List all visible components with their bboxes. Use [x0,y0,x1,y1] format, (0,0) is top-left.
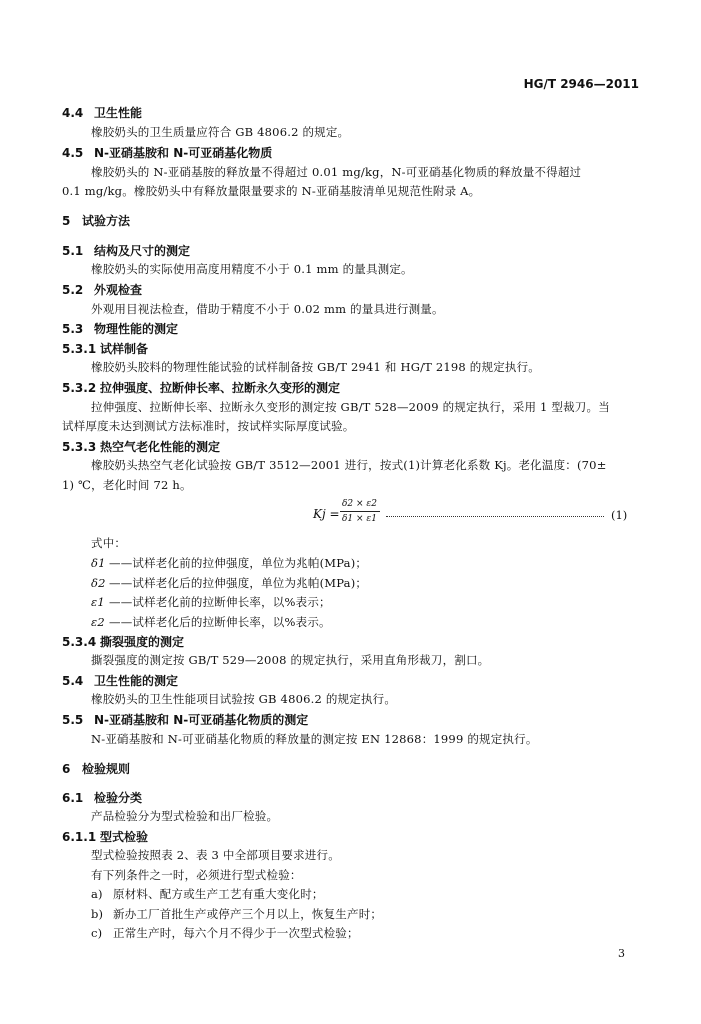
list-label: a) [91,887,103,901]
section-heading-4-4 [62,107,142,119]
paragraph: 型式检验按照表 2、表 3 中全部项目要求进行。 [91,848,340,862]
list-item [91,889,324,901]
paragraph: 撕裂强度的测定按 GB/T 529—2008 的规定执行，采用直角形裁刀，割口。 [91,653,490,667]
section-title: 检验规则 [82,762,131,776]
where-symbol: δ1 [91,556,106,570]
list-text: 原材料、配方或生产工艺有重大变化时； [113,887,324,901]
section-title: N-亚硝基胺和 N-可亚硝基化物质的测定 [94,713,309,727]
section-title: 卫生性能 [94,106,143,120]
where-symbol: ε2 [91,615,105,629]
paragraph: 橡胶奶头胶料的物理性能试验的试样制备按 GB/T 2941 和 HG/T 2198 的规定执行。 [91,360,541,374]
section-title: 热空气老化性能的测定 [100,440,221,454]
section-number: 5.2 [62,283,84,297]
section-number: 5.3.3 [62,440,97,454]
section-title: 卫生性能的测定 [94,674,179,688]
paragraph: N-亚硝基胺和 N-可亚硝基化物质的释放量的测定按 EN 12868：1999 的规定执行。 [91,732,538,746]
where-symbol: ε1 [91,595,105,609]
where-item [91,617,331,629]
paragraph: 橡胶奶头的实际使用高度用精度不小于 0.1 mm 的量具测定。 [91,262,413,276]
section-heading-5-3-2 [62,382,340,394]
section-heading-6 [62,763,130,775]
section-title: 物理性能的测定 [94,322,179,336]
list-item [91,909,382,921]
paragraph: 橡胶奶头热空气老化试验按 GB/T 3512—2001 进行，按式(1)计算老化系数 Kj。老化温度：(70± [91,458,607,472]
section-heading-5 [62,215,130,227]
section-number: 5.3.1 [62,342,97,356]
section-number: 4.5 [62,146,84,160]
section-heading-5-3 [62,323,178,335]
section-number: 5 [62,214,71,228]
formula-denominator: δ1 × ε1 [342,514,377,524]
standard-code: HG/T 2946—2011 [523,77,639,91]
list-text: 正常生产时，每六个月不得少于一次型式检验； [113,926,359,940]
section-title: 检验分类 [94,791,143,805]
section-heading-5-4 [62,675,178,687]
where-item [91,578,367,590]
section-heading-4-5 [62,147,272,159]
paragraph: 产品检验分为型式检验和出厂检验。 [91,809,279,823]
equation-number: (1) [611,508,628,522]
where-symbol: δ2 [91,576,106,590]
section-number: 6.1 [62,791,84,805]
list-text: 新办工厂首批生产或停产三个月以上，恢复生产时； [113,907,383,921]
section-heading-6-1 [62,792,142,804]
section-number: 5.3.2 [62,381,97,395]
where-item [91,597,331,609]
where-text: ——试样老化前的拉断伸长率，以%表示； [109,595,331,609]
section-number: 4.4 [62,106,84,120]
where-item [91,558,367,570]
section-heading-6-1-1 [62,831,148,843]
fraction-bar [340,511,380,512]
section-heading-5-1 [62,245,190,257]
section-heading-5-3-1 [62,343,148,355]
section-number: 5.5 [62,713,84,727]
section-title: 拉伸强度、拉断伸长率、拉断永久变形的测定 [100,381,341,395]
section-title: 试验方法 [82,214,131,228]
section-heading-5-3-4 [62,636,184,648]
paragraph: 有下列条件之一时，必须进行型式检验： [91,868,302,882]
section-number: 6.1.1 [62,830,97,844]
paragraph: 外观用目视法检查，借助于精度不小于 0.02 mm 的量具进行测量。 [91,302,444,316]
section-number: 5.1 [62,244,84,258]
where-text: ——试样老化后的拉断伸长率，以%表示。 [109,615,331,629]
section-heading-5-2 [62,284,142,296]
paragraph: 1) ℃，老化时间 72 h。 [62,478,192,492]
section-number: 5.3 [62,322,84,336]
section-number: 6 [62,762,71,776]
page-number: 3 [618,947,625,960]
list-label: c) [91,926,103,940]
paragraph: 橡胶奶头的卫生性能项目试验按 GB 4806.2 的规定执行。 [91,692,397,706]
section-number: 5.4 [62,674,84,688]
leader-dots [386,516,604,517]
where-text: ——试样老化前的拉伸强度，单位为兆帕(MPa)； [109,556,368,570]
paragraph: 橡胶奶头的 N-亚硝基胺的释放量不得超过 0.01 mg/kg，N-可亚硝基化物质的释放量不得超过 [91,165,582,179]
section-title: 试样制备 [100,342,149,356]
where-text: ——试样老化后的拉伸强度，单位为兆帕(MPa)； [109,576,368,590]
section-heading-5-5 [62,714,308,726]
section-heading-5-3-3 [62,441,220,453]
paragraph: 试样厚度未达到测试方法标准时，按试样实际厚度试验。 [62,419,355,433]
paragraph: 拉伸强度、拉断伸长率、拉断永久变形的测定按 GB/T 528—2009 的规定执行，采用 1 型裁刀。当 [91,400,610,414]
section-title: 结构及尺寸的测定 [94,244,191,258]
list-label: b) [91,907,104,921]
section-title: N-亚硝基胺和 N-可亚硝基化物质 [94,146,273,160]
section-title: 撕裂强度的测定 [100,635,185,649]
formula-lhs: Kj = [313,507,340,521]
section-title: 外观检查 [94,283,143,297]
paragraph: 0.1 mg/kg。橡胶奶头中有释放量限量要求的 N-亚硝基胺清单见规范性附录 A。 [62,184,481,198]
paragraph: 橡胶奶头的卫生质量应符合 GB 4806.2 的规定。 [91,125,350,139]
list-item [91,928,359,940]
formula-numerator: δ2 × ε2 [342,499,377,509]
section-number: 5.3.4 [62,635,97,649]
where-intro: 式中： [91,536,127,550]
section-title: 型式检验 [100,830,149,844]
